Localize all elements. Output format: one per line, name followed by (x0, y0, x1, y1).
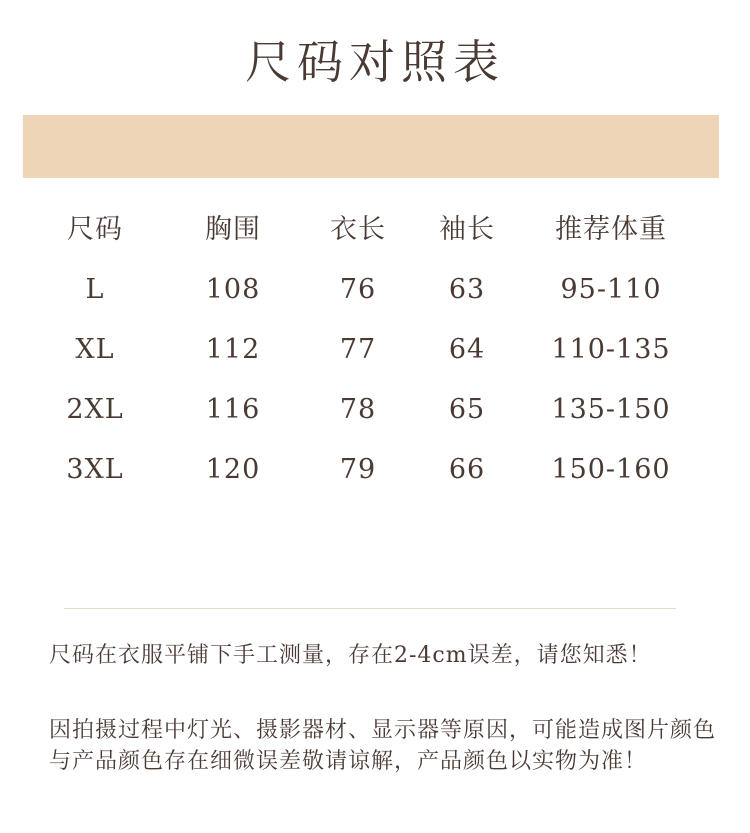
cell-length: 76 (339, 274, 377, 305)
table-row (0, 440, 750, 500)
section-divider (64, 608, 676, 609)
cell-size: 3XL (66, 454, 124, 485)
cell-weight: 135-150 (551, 394, 671, 425)
header-weight: 推荐体重 (555, 214, 667, 245)
cell-weight: 150-160 (551, 454, 671, 485)
cell-size: 2XL (66, 394, 124, 425)
cell-length: 77 (339, 334, 377, 365)
cell-size: L (85, 274, 105, 305)
header-band (23, 115, 719, 178)
cell-chest: 108 (205, 274, 261, 305)
table-row (0, 320, 750, 380)
table-header-row (0, 200, 750, 260)
cell-chest: 112 (205, 334, 261, 365)
color-disclaimer: 因拍摄过程中灯光、摄影器材、显示器等原因，可能造成图片颜色与产品颜色存在细微误差敬请谅解，产品颜色以实物为准！ (49, 718, 717, 774)
page-title: 尺码对照表 (245, 35, 505, 89)
cell-chest: 116 (205, 394, 261, 425)
cell-sleeve: 65 (448, 394, 486, 425)
cell-chest: 120 (205, 454, 261, 485)
cell-sleeve: 64 (448, 334, 486, 365)
header-chest: 胸围 (205, 214, 261, 245)
cell-weight: 95-110 (560, 274, 662, 305)
header-sleeve: 袖长 (439, 214, 495, 245)
cell-length: 78 (339, 394, 377, 425)
header-length: 衣长 (330, 214, 386, 245)
header-size: 尺码 (67, 214, 123, 245)
measurement-note: 尺码在衣服平铺下手工测量，存在2-4cm误差，请您知悉！ (49, 643, 652, 668)
table-row (0, 260, 750, 320)
cell-size: XL (75, 334, 115, 365)
cell-sleeve: 66 (448, 454, 486, 485)
table-row (0, 380, 750, 440)
cell-length: 79 (339, 454, 377, 485)
cell-sleeve: 63 (448, 274, 486, 305)
cell-weight: 110-135 (551, 334, 671, 365)
